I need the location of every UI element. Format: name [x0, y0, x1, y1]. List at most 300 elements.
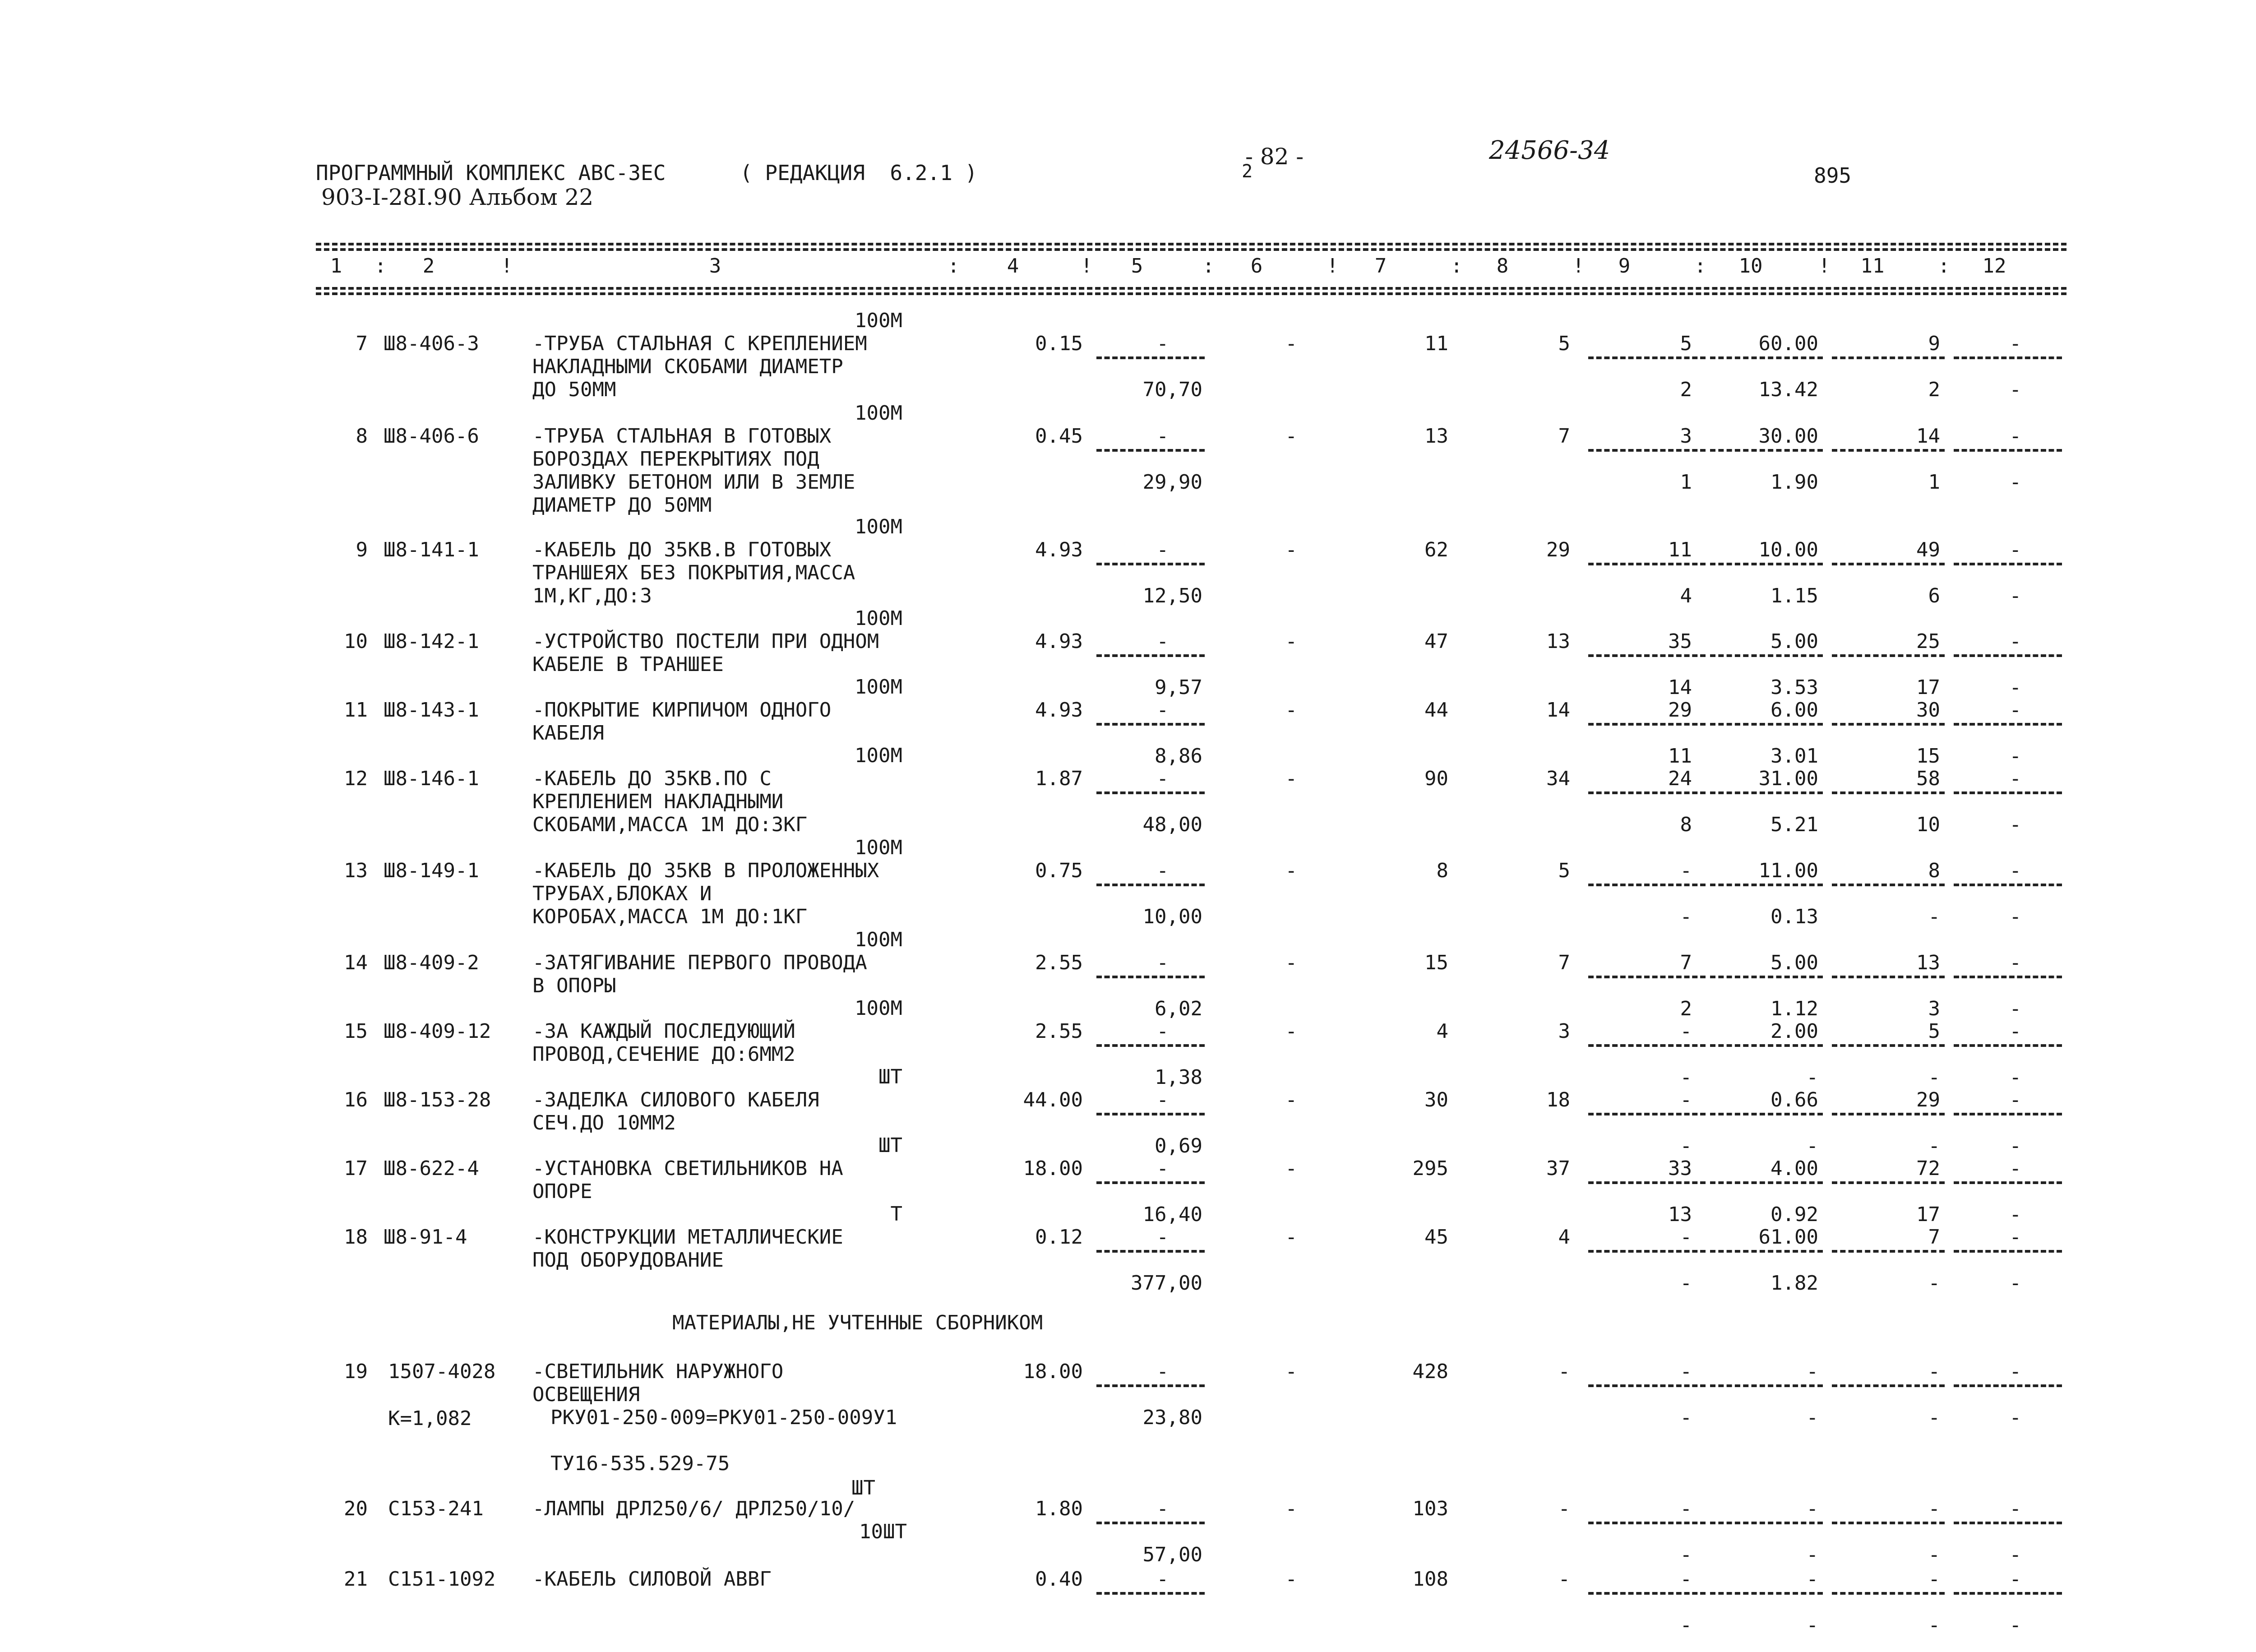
col5-divider — [1096, 1250, 1205, 1253]
col11-value: 8 — [1928, 859, 1940, 882]
row-number: 10 — [344, 630, 368, 653]
description-line: РКУ01-250-009=РКУ01-250-009У1 — [550, 1406, 897, 1429]
col9-subtotal: 1 — [1680, 471, 1692, 494]
col5-divider — [1096, 563, 1205, 565]
col10-divider — [1710, 1384, 1823, 1387]
material-code: С151-1092 — [388, 1568, 496, 1591]
quantity-value: 0.12 — [1035, 1226, 1083, 1249]
col12-subtotal: - — [2009, 676, 2021, 699]
col12-subtotal: - — [2009, 745, 2021, 768]
col11-divider — [1832, 884, 1945, 886]
col11-value: 5 — [1928, 1020, 1940, 1043]
col11-divider — [1832, 1044, 1945, 1047]
col10-value: - — [1806, 1360, 1818, 1383]
col7-value: 15 — [1424, 951, 1448, 974]
row-number: 8 — [356, 425, 368, 448]
col11-value: 58 — [1916, 767, 1940, 790]
description-line: ЗАЛИВКУ БЕТОНОМ ИЛИ В ЗЕМЛЕ — [532, 471, 855, 494]
col6-value: - — [1285, 425, 1297, 448]
col9-divider — [1588, 1044, 1706, 1047]
col9-divider — [1588, 976, 1706, 978]
col6-value: - — [1285, 951, 1297, 974]
col12-value: - — [2009, 1157, 2021, 1180]
row-number: 9 — [356, 538, 368, 561]
col9-divider — [1588, 1384, 1706, 1387]
col12-subtotal: - — [2009, 1272, 2021, 1295]
description-line: -ЗАТЯГИВАНИЕ ПЕРВОГО ПРОВОДА — [532, 951, 867, 974]
description-line: -УСТРОЙСТВО ПОСТЕЛИ ПРИ ОДНОМ — [532, 630, 879, 653]
description-line: КАБЕЛЯ — [532, 722, 604, 745]
col12-divider — [1954, 449, 2062, 452]
col5-value: - — [1156, 1360, 1169, 1383]
col10-subtotal: 1.90 — [1771, 471, 1818, 494]
column-separator: ! — [501, 255, 513, 278]
col9-subtotal: 13 — [1668, 1203, 1692, 1226]
description-line: ОСВЕЩЕНИЯ — [532, 1383, 640, 1406]
col12-value: - — [2009, 332, 2021, 355]
col11-subtotal: 17 — [1916, 676, 1940, 699]
col11-value: 29 — [1916, 1088, 1940, 1111]
col12-subtotal: - — [2009, 997, 2021, 1020]
description-line: -ЛАМПЫ ДРЛ250/6/ ДРЛ250/10/ — [532, 1497, 855, 1520]
col9-subtotal: 11 — [1668, 745, 1692, 768]
quantity-value: 2.55 — [1035, 1020, 1083, 1043]
col10-value: - — [1806, 1497, 1818, 1520]
col9-subtotal: - — [1680, 1614, 1692, 1637]
row-number: 13 — [344, 859, 368, 882]
col12-subtotal: - — [2009, 1066, 2021, 1089]
col12-subtotal: - — [2009, 1406, 2021, 1429]
header-bottom-rule-2 — [316, 292, 2066, 295]
col7-value: 45 — [1424, 1226, 1448, 1249]
col7-value: 13 — [1424, 425, 1448, 448]
col10-divider — [1710, 1044, 1823, 1047]
col9-subtotal: 4 — [1680, 584, 1692, 607]
col10-value: 30.00 — [1758, 425, 1818, 448]
col9-divider — [1588, 1592, 1706, 1595]
col8-value: - — [1558, 1568, 1570, 1591]
col11-divider — [1832, 1592, 1945, 1595]
column-header-5: 5 — [1131, 255, 1143, 278]
quantity-value: 1.80 — [1035, 1497, 1083, 1520]
quantity-value: 0.45 — [1035, 425, 1083, 448]
col6-value: - — [1285, 1157, 1297, 1180]
col5-divider — [1096, 976, 1205, 978]
col5-divider — [1096, 356, 1205, 359]
description-line: ПРОВОД,СЕЧЕНИЕ ДО:6ММ2 — [532, 1043, 795, 1066]
quantity-value: 0.15 — [1035, 332, 1083, 355]
column-header-11: 11 — [1860, 255, 1885, 278]
col12-divider — [1954, 1113, 2062, 1115]
norm-code: Ш8-146-1 — [384, 767, 479, 790]
description-line: -УСТАНОВКА СВЕТИЛЬНИКОВ НА — [532, 1157, 843, 1180]
unit-label: 100М — [855, 309, 902, 332]
col12-value: - — [2009, 538, 2021, 561]
header-top-rule — [316, 243, 2066, 245]
unit-label: Т — [890, 1203, 902, 1226]
column-header-12: 12 — [1982, 255, 2006, 278]
col11-subtotal: - — [1928, 1406, 1940, 1429]
col12-divider — [1954, 356, 2062, 359]
col10-divider — [1710, 884, 1823, 886]
col6-value: - — [1285, 1226, 1297, 1249]
col5-divider — [1096, 1044, 1205, 1047]
header-bottom-rule — [316, 287, 2066, 290]
col5-subtotal: 0,69 — [1155, 1134, 1202, 1157]
col7-value: 295 — [1412, 1157, 1448, 1180]
col9-divider — [1588, 356, 1706, 359]
col10-value: 11.00 — [1758, 859, 1818, 882]
col10-value: 5.00 — [1771, 630, 1818, 653]
col5-divider — [1096, 884, 1205, 886]
col10-divider — [1710, 449, 1823, 452]
col6-value: - — [1285, 1360, 1297, 1383]
col6-value: - — [1285, 699, 1297, 722]
col5-value: - — [1156, 538, 1169, 561]
col11-value: 25 — [1916, 630, 1940, 653]
col5-divider — [1096, 1181, 1205, 1184]
description-line: ТРАНШЕЯХ БЕЗ ПОКРЫТИЯ,МАССА — [532, 561, 855, 584]
coefficient-label: К=1,082 — [388, 1407, 472, 1430]
col5-subtotal: 57,00 — [1142, 1543, 1202, 1566]
col5-divider — [1096, 1522, 1205, 1524]
description-line: БОРОЗДАХ ПЕРЕКРЫТИЯХ ПОД — [532, 448, 819, 471]
col7-value: 11 — [1424, 332, 1448, 355]
col10-value: 6.00 — [1771, 699, 1818, 722]
norm-code: Ш8-143-1 — [384, 699, 479, 722]
col6-value: - — [1285, 630, 1297, 653]
col11-subtotal: 6 — [1928, 584, 1940, 607]
col10-divider — [1710, 976, 1823, 978]
col10-divider — [1710, 563, 1823, 565]
description-line: -ТРУБА СТАЛЬНАЯ В ГОТОВЫХ — [532, 425, 832, 448]
col9-divider — [1588, 563, 1706, 565]
unit-label: 10ШТ — [859, 1520, 907, 1543]
column-separator: ! — [1327, 255, 1339, 278]
col9-divider — [1588, 1181, 1706, 1184]
col11-subtotal: 3 — [1928, 997, 1940, 1020]
quantity-value: 4.93 — [1035, 699, 1083, 722]
column-separator: ! — [1572, 255, 1585, 278]
column-separator: ! — [1818, 255, 1831, 278]
col5-subtotal: 16,40 — [1142, 1203, 1202, 1226]
col9-value: - — [1680, 1088, 1692, 1111]
col10-divider — [1710, 654, 1823, 657]
row-number: 18 — [344, 1226, 368, 1249]
col9-value: 33 — [1668, 1157, 1692, 1180]
description-line: -ЗАДЕЛКА СИЛОВОГО КАБЕЛЯ — [532, 1088, 819, 1111]
col9-subtotal: - — [1680, 1134, 1692, 1157]
col10-divider — [1710, 356, 1823, 359]
col9-divider — [1588, 654, 1706, 657]
col9-divider — [1588, 1522, 1706, 1524]
col12-divider — [1954, 1181, 2062, 1184]
unit-label: 100М — [855, 997, 902, 1020]
col10-divider — [1710, 1592, 1823, 1595]
description-line: СЕЧ.ДО 10ММ2 — [532, 1111, 676, 1134]
col12-subtotal: - — [2009, 1543, 2021, 1566]
col12-value: - — [2009, 859, 2021, 882]
row-number: 21 — [344, 1568, 368, 1591]
col9-value: - — [1680, 1226, 1692, 1249]
col8-value: 7 — [1558, 951, 1570, 974]
col9-subtotal: 14 — [1668, 676, 1692, 699]
col12-subtotal: - — [2009, 1203, 2021, 1226]
page-number: - 82 - — [1245, 143, 1304, 170]
col11-value: - — [1928, 1360, 1940, 1383]
unit-label: 100М — [855, 928, 902, 951]
col10-subtotal: 13.42 — [1758, 378, 1818, 401]
description-line: ДО 50ММ — [532, 378, 616, 401]
column-separator: : — [1694, 255, 1706, 278]
col10-subtotal: 0.92 — [1771, 1203, 1818, 1226]
col9-divider — [1588, 884, 1706, 886]
col8-value: 34 — [1546, 767, 1570, 790]
col12-value: - — [2009, 425, 2021, 448]
column-separator: : — [1202, 255, 1215, 278]
col5-subtotal: 48,00 — [1142, 813, 1202, 836]
col11-divider — [1832, 976, 1945, 978]
col9-value: 24 — [1668, 767, 1692, 790]
col8-value: 29 — [1546, 538, 1570, 561]
col6-value: - — [1285, 1497, 1297, 1520]
col6-value: - — [1285, 1088, 1297, 1111]
description-line: -ПОКРЫТИЕ КИРПИЧОМ ОДНОГО — [532, 699, 832, 722]
col11-subtotal: 17 — [1916, 1203, 1940, 1226]
col8-value: 4 — [1558, 1226, 1570, 1249]
col10-subtotal: 5.21 — [1771, 813, 1818, 836]
material-code: С153-241 — [388, 1497, 484, 1520]
col12-value: - — [2009, 951, 2021, 974]
col9-value: - — [1680, 859, 1692, 882]
col11-subtotal: 2 — [1928, 378, 1940, 401]
col7-value: 103 — [1412, 1497, 1448, 1520]
col8-value: - — [1558, 1360, 1570, 1383]
col6-value: - — [1285, 1568, 1297, 1591]
col10-subtotal: - — [1806, 1134, 1818, 1157]
col10-value: 4.00 — [1771, 1157, 1818, 1180]
column-header-10: 10 — [1738, 255, 1763, 278]
col8-value: 14 — [1546, 699, 1570, 722]
col7-value: 4 — [1436, 1020, 1448, 1043]
col12-subtotal: - — [2009, 471, 2021, 494]
sheet-number: 895 — [1814, 163, 1852, 188]
description-line: -СВЕТИЛЬНИК НАРУЖНОГО — [532, 1360, 784, 1383]
col6-value: - — [1285, 859, 1297, 882]
col10-divider — [1710, 1113, 1823, 1115]
quantity-value: 4.93 — [1035, 538, 1083, 561]
col7-value: 428 — [1412, 1360, 1448, 1383]
norm-code: Ш8-149-1 — [384, 859, 479, 882]
quantity-value: 4.93 — [1035, 630, 1083, 653]
col11-divider — [1832, 1384, 1945, 1387]
col8-value: - — [1558, 1497, 1570, 1520]
col5-subtotal: 70,70 — [1142, 378, 1202, 401]
col8-value: 5 — [1558, 332, 1570, 355]
col5-subtotal: 377,00 — [1131, 1272, 1202, 1295]
col5-subtotal: 8,86 — [1155, 745, 1202, 768]
col12-value: - — [2009, 1088, 2021, 1111]
quantity-value: 18.00 — [1023, 1360, 1083, 1383]
col12-divider — [1954, 1250, 2062, 1253]
col9-value: - — [1680, 1568, 1692, 1591]
column-separator: : — [1938, 255, 1950, 278]
col5-value: - — [1156, 1020, 1169, 1043]
col10-divider — [1710, 723, 1823, 726]
col11-value: 9 — [1928, 332, 1940, 355]
col9-subtotal: - — [1680, 905, 1692, 928]
col9-value: - — [1680, 1497, 1692, 1520]
header-top-rule-2 — [316, 248, 2066, 251]
col5-subtotal: 29,90 — [1142, 471, 1202, 494]
row-number: 15 — [344, 1020, 368, 1043]
row-number: 14 — [344, 951, 368, 974]
col5-value: - — [1156, 1568, 1169, 1591]
col12-divider — [1954, 791, 2062, 794]
col11-divider — [1832, 1250, 1945, 1253]
album-label: 903-I-28I.90 Альбом 22 — [321, 184, 594, 210]
col11-subtotal: - — [1928, 1066, 1940, 1089]
col8-value: 7 — [1558, 425, 1570, 448]
column-separator: : — [374, 255, 387, 278]
col12-divider — [1954, 654, 2062, 657]
description-line: ПОД ОБОРУДОВАНИЕ — [532, 1249, 724, 1272]
col9-subtotal: 2 — [1680, 378, 1692, 401]
col10-subtotal: 3.53 — [1771, 676, 1818, 699]
col10-subtotal: 3.01 — [1771, 745, 1818, 768]
col9-value: 11 — [1668, 538, 1692, 561]
col7-value: 47 — [1424, 630, 1448, 653]
norm-code: Ш8-409-12 — [384, 1020, 491, 1043]
col5-subtotal: 6,02 — [1155, 997, 1202, 1020]
col6-value: - — [1285, 1020, 1297, 1043]
column-header-2: 2 — [422, 255, 435, 278]
description-line: -КАБЕЛЬ СИЛОВОЙ АВВГ — [532, 1568, 772, 1591]
col5-value: - — [1156, 1088, 1169, 1111]
col12-value: - — [2009, 630, 2021, 653]
col9-subtotal: 2 — [1680, 997, 1692, 1020]
quantity-value: 18.00 — [1023, 1157, 1083, 1180]
unit-label: ШТ — [878, 1134, 902, 1157]
col10-subtotal: 1.15 — [1771, 584, 1818, 607]
col12-divider — [1954, 563, 2062, 565]
col12-subtotal: - — [2009, 1614, 2021, 1637]
col5-divider — [1096, 654, 1205, 657]
unit-label: 100М — [855, 515, 902, 538]
row-number: 19 — [344, 1360, 368, 1383]
unit-label: ШТ — [851, 1476, 875, 1499]
norm-code: Ш8-91-4 — [384, 1226, 467, 1249]
col5-value: - — [1156, 332, 1169, 355]
col8-value: 13 — [1546, 630, 1570, 653]
row-number: 11 — [344, 699, 368, 722]
col5-subtotal: 10,00 — [1142, 905, 1202, 928]
row-number: 12 — [344, 767, 368, 790]
col11-value: 7 — [1928, 1226, 1940, 1249]
material-code: 1507-4028 — [388, 1360, 496, 1383]
col9-subtotal: - — [1680, 1406, 1692, 1429]
col12-value: - — [2009, 1568, 2021, 1591]
col12-subtotal: - — [2009, 378, 2021, 401]
col11-subtotal: - — [1928, 1614, 1940, 1637]
col11-value: 14 — [1916, 425, 1940, 448]
unit-label: ШТ — [878, 1065, 902, 1088]
col5-divider — [1096, 449, 1205, 452]
column-header-9: 9 — [1618, 255, 1631, 278]
col11-divider — [1832, 1522, 1945, 1524]
col11-value: - — [1928, 1497, 1940, 1520]
col12-divider — [1954, 884, 2062, 886]
col10-divider — [1710, 1522, 1823, 1524]
col12-subtotal: - — [2009, 1134, 2021, 1157]
col9-divider — [1588, 1113, 1706, 1115]
col6-value: - — [1285, 538, 1297, 561]
col5-value: - — [1156, 425, 1169, 448]
col7-value: 30 — [1424, 1088, 1448, 1111]
col9-value: 35 — [1668, 630, 1692, 653]
unit-label: 100М — [855, 676, 902, 699]
row-number: 7 — [356, 332, 368, 355]
col7-value: 8 — [1436, 859, 1448, 882]
col10-subtotal: - — [1806, 1406, 1818, 1429]
quantity-value: 1.87 — [1035, 767, 1083, 790]
col9-value: 5 — [1680, 332, 1692, 355]
col5-divider — [1096, 1113, 1205, 1115]
column-header-1: 1 — [330, 255, 342, 278]
row-number: 16 — [344, 1088, 368, 1111]
col7-value: 90 — [1424, 767, 1448, 790]
col12-value: - — [2009, 1360, 2021, 1383]
col11-divider — [1832, 356, 1945, 359]
col9-subtotal: - — [1680, 1066, 1692, 1089]
col10-divider — [1710, 791, 1823, 794]
col11-value: 49 — [1916, 538, 1940, 561]
row-number: 17 — [344, 1157, 368, 1180]
description-line: В ОПОРЫ — [532, 974, 616, 997]
col9-value: - — [1680, 1360, 1692, 1383]
column-header-4: 4 — [1007, 255, 1019, 278]
col10-value: 0.66 — [1771, 1088, 1818, 1111]
col9-divider — [1588, 791, 1706, 794]
col12-subtotal: - — [2009, 905, 2021, 928]
unit-label: 100М — [855, 402, 902, 425]
col5-value: - — [1156, 699, 1169, 722]
col5-value: - — [1156, 1226, 1169, 1249]
col10-subtotal: - — [1806, 1543, 1818, 1566]
col5-divider — [1096, 791, 1205, 794]
description-line: СКОБАМИ,МАССА 1М ДО:3КГ — [532, 813, 808, 836]
unit-label: 100М — [855, 744, 902, 767]
col12-subtotal: - — [2009, 813, 2021, 836]
col12-value: - — [2009, 699, 2021, 722]
col11-divider — [1832, 563, 1945, 565]
col9-value: 7 — [1680, 951, 1692, 974]
col10-value: 61.00 — [1758, 1226, 1818, 1249]
col11-subtotal: - — [1928, 905, 1940, 928]
col12-value: - — [2009, 1020, 2021, 1043]
description-line: КОРОБАХ,МАССА 1М ДО:1КГ — [532, 905, 808, 928]
col5-subtotal: 12,50 — [1142, 584, 1202, 607]
page-mark: 2 — [1242, 161, 1253, 182]
col11-divider — [1832, 1181, 1945, 1184]
col10-value: - — [1806, 1568, 1818, 1591]
edition-label: ( РЕДАКЦИЯ 6.2.1 ) — [740, 161, 978, 185]
col9-divider — [1588, 723, 1706, 726]
col6-value: - — [1285, 332, 1297, 355]
col9-subtotal: - — [1680, 1272, 1692, 1295]
col12-divider — [1954, 1522, 2062, 1524]
description-line: ТУ16-535.529-75 — [550, 1452, 730, 1475]
